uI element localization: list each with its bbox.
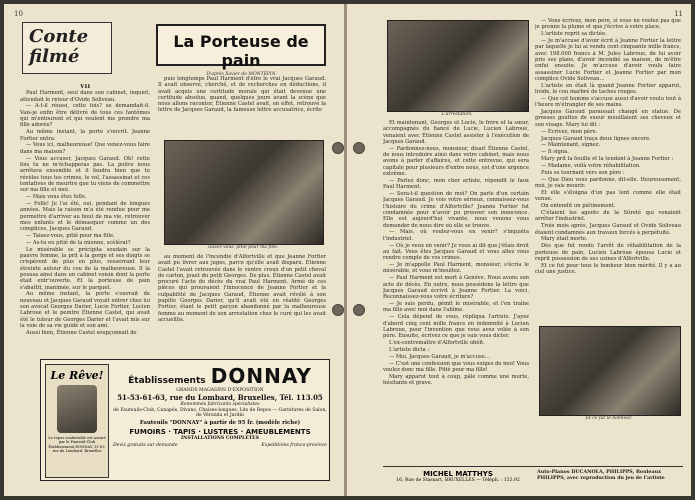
paragraph: — C'est une confession que vous exigez de moi! Vous voulez donc ma fille. Pitié pour ma fille!: [383, 360, 529, 373]
left-column-2-top: [158, 76, 326, 136]
photo-taisez-vous: [164, 140, 324, 245]
paragraph: — Maintenant, signez.: [541, 142, 600, 149]
paragraph: au moment de l'incendie d'Alfortville et que Jeanne Fortier avait pu livrer aux juges, parce qu'elle avait disparu. Étienne Castel l'avait retrouvée dans le ventre creux d'un petit cheval de carton, jouet du petit Georges. De plus, Étienne Castel avait procuré l'acte de décès du vrai Paul Harment. Armé de ces pièces qui prouvaient l'innocence de Jeanne Fortier et la culpabilité de Jacques Garaud, Étienne avait révélé à son pupille Georges Darier, qu'il avait été en réalité Georges Fortier, étant le petit garçon abandonné par la malheureuse femme au moment de son arrestation chez le curé qui les avait accueillis.: [158, 254, 326, 323]
reve-ad: [45, 364, 109, 478]
reve-text: Le repos confortable est assuré par le Fauteuil-Club Établissement DONNAY, 31-63, rue du Lombard, Bruxelles: [48, 436, 106, 454]
paragraph: On entendit un piétinement.: [541, 203, 616, 210]
paragraph: — Écrivez, mon père.: [541, 128, 598, 135]
footer-ad-pianos: Auto-Pianos DUCANOLA, PHILIPPS, Rouleaux PHILIPPS, avec reproduction du jeu de l'artiste: [537, 469, 665, 481]
paragraph: Mary était morte.: [541, 236, 588, 243]
paragraph: — Pardonnez-nous, monsieur, disait Étienne Castel, de nous introduire ainsi dans votre cabinet, mais nous avons à parler d'affaires, et cette entrevue, qui sera capitale pour plusieurs d'entre nous, est d'une urgence extrême.: [383, 145, 529, 177]
footer-left-addr: 16, Rue de Stassart, BRUXELLES — Téléph. : 153.92: [396, 478, 520, 483]
paragraph: — Il signa.: [541, 149, 569, 156]
chapter-number: VII: [79, 84, 91, 90]
ad-products: de Fauteuils-Club, Canapés, Divans, Chaises-longues, Lits de Repos — Garnitures de Salon, de Véranda et Jardin: [113, 407, 327, 419]
page-number: 10: [14, 10, 23, 18]
right-page: [347, 4, 691, 496]
paragraph: — Folle! Je l'ai été, oui, pendant de longues années. Mais la raison m'a été rendue pour me permettre d'arriver au bout de ma vie, retrouver mes enfants et le démasquer comme un des complices, Jacques Garaud.: [20, 200, 150, 233]
paragraph: — Je m'accuse d'avoir écrit à Jeanne Fortier la lettre par laquelle je lui ai vendu cent cinquante mille francs, avec 198.000 francs à M. Jules Labroue, de lui avoir pris ses plans, d'avoir incendié sa maison, de m'être enfui ensuite. Je m'accuse d'avoir voulu faire assassiner Lucie Fortier et Jeanne Fortier par mon complice Ovide Soliveau...: [535, 38, 681, 82]
photo-caption-top: L'arrestation.: [441, 112, 473, 117]
photo-caption-bottom: Et ce fut le bonheur.: [585, 416, 633, 421]
ad-price: Fauteuils "DONNAY" à partir de 95 fr. (modèle riche): [139, 419, 301, 426]
footer-left-name: MICHEL MATTHYS: [423, 470, 493, 478]
paragraph: L'artiste dicta :: [389, 346, 430, 353]
paragraph: L'artiste reprit sa dictée.: [541, 31, 607, 38]
ad-tagline: GRANDS MAGASINS D'EXPOSITION: [176, 388, 264, 393]
footer-divider: [383, 466, 683, 467]
paragraph: Dès que fut rendu l'arrêt de réhabilitation de la porteuse de pain, Lucien Labroue épousa Lucie et reprit possession de ses usines d'Alfortville.: [535, 243, 681, 262]
ad-brand: DONNAY: [210, 364, 312, 388]
ad-installs: INSTALLATIONS COMPLÈTES: [180, 436, 260, 442]
paragraph: — Vous ici, malheureuse! Que venez-vous faire dans ma maison?: [20, 142, 150, 155]
ad-expedition: Expéditions franco-province: [261, 443, 327, 449]
paragraph: — Taisez-vous, pitié pour ma fille.: [26, 232, 115, 239]
paragraph: C'étaient les agents de la Sûreté qui venaient arrêter l'industriel.: [535, 210, 681, 223]
paragraph: L'artiste en était là quand Jeanne Fortier apparut, livide, le cou marbré de taches rouges.: [535, 82, 681, 96]
paragraph: Jacques Garaud paraissait changé en statue. De grosses gouttes de sueur mouillaient ses cheveux et son visage. Mary lui dit :: [535, 109, 681, 128]
paragraph: — Que Dieu vous pardonne, dit-elle. Heureusement, moi, je vais mourir.: [535, 176, 681, 190]
reve-title: Le Rêve!: [50, 369, 104, 382]
paragraph: — Je suis perdu, gémit le misérable, et l'en traîne ma fille avec moi dans l'abîme.: [383, 301, 529, 314]
paragraph: — Vous écrivez, mon père, si vous ne voulez pas que je prenne la plume et que j'écrive à votre place.: [535, 18, 681, 31]
ad-establishments: Établissements: [128, 376, 206, 386]
ad-address: 51-53-61-63, rue du Lombard, Bruxelles, Tél. 113.05: [117, 393, 323, 403]
right-column-2: [535, 18, 681, 322]
paragraph: Et elle s'éloigna d'un pas lent comme elle était venue.: [535, 190, 681, 203]
paragraph: — A-t-il réussi, cette fois? se demandait-il. Vais-je enfin être délivré de tous ces fantômes qui m'entourent et qui veulent me prendre ma fille adorée?: [20, 103, 150, 129]
paragraph: Paul Harment, seul dans son cabinet, inquiet, attendait le retour d'Ovide Soliveau.: [20, 90, 150, 103]
paragraph: Et maintenant, Georges et Lucie, le frère et la sœur, accompagnés du fiancé de Lucie, Lucien Labroue, venaient avec Étienne Castel assister à l'exécution de Jacques Garaud.: [383, 120, 529, 145]
paragraph: — Mais, où voulez-vous en venir? s'inquiéta l'industriel.: [383, 229, 529, 242]
paragraph: Mary apparut tout à coup, pâle comme une morte, hésitante et grave.: [383, 373, 529, 387]
left-page: [4, 4, 344, 496]
left-column-2-bottom: [158, 254, 326, 352]
paragraph: — Où je veux en venir? Je vous ai dit que j'étais droit au fait. Vous êtes Jacques Garaud et vous allez vous rendre compte de vos crimes.: [383, 242, 529, 262]
binding-hole: [353, 142, 365, 154]
paragraph: Aussi bien, Étienne Castel soupçonnait de: [26, 329, 137, 336]
paragraph: — As-tu eu pitié de la mienne, scélérat?: [26, 239, 131, 246]
ad-categories: FUMOIRS · TAPIS · LUSTRES · AMEUBLEMENTS: [129, 428, 311, 437]
paragraph: Au même instant, la porte s'ouvrit. Jeanne Fortier entra.: [20, 129, 150, 142]
page-number: 11: [674, 10, 683, 18]
story-subtitle: D'après Xavier de MONTÉPIN: [206, 72, 276, 77]
photo-caption: Taisez-vous, pitié pour ma fille.: [207, 245, 279, 250]
paragraph: — Vous accuser, Jacques Garaud. Oh! cette fois tu ne m'échapperas pas. La police nous arrêtera ensemble et il faudra bien que tu révèles tous tes crimes, le vol, l'assassinat et ces tentatives de meurtre que tu viens de commettre sur ma fille et moi.: [20, 155, 150, 194]
paragraph: Mary prit la feuille et la tendant à Jeanne Fortier :: [541, 156, 674, 163]
paragraph: Trois mois après, Jacques Garaud et Ovide Soliveau étaient condamnés aux travaux forcés à perpétuité.: [535, 223, 681, 236]
paragraph: — Je m'appelle Paul Harment, monsieur, s'écria le misérable, et vous m'insultez.: [383, 262, 529, 275]
ad-devis: Devis gratuits sur demande: [113, 443, 178, 449]
paragraph: puis longtemps Paul Harment d'être le vrai Jacques Garaud. Il avait observé, cherché, et de recherches en déductions, il avait acquis une certitude morale qui était devenue une certitude absolue, quand, quelques jours avant la scène que nous allons raconter, Étienne Castel avait, en effet, retrouvé la lettre de Jacques Garaud, la fameuse lettre accusatrice, écrite: [158, 76, 326, 114]
paragraph: — Que cet homme s'accuse aussi d'avoir voulu tout à l'heure m'étrangler de ses mains.: [535, 95, 681, 109]
paragraph: — Paul Harment est mort à Genève. Nous avons son acte de décès. En outre, nous possédons la lettre que Jacques Garaud écrivit à Jeanne Fortier. La voici. Reconnaissez-vous votre écriture?: [383, 275, 529, 301]
paragraph: Et ce fut pour tous le bonheur bien mérité. Il y a au ciel une justice.: [535, 262, 681, 276]
right-column-1: [383, 120, 529, 465]
binding-hole: [332, 304, 344, 316]
footer-ad-matthys: [383, 470, 533, 483]
paragraph: — Cela dépend de vous, répliqua l'artiste. J'ayez d'abord cinq cent mille francs en indemnité à Lucien Labroue, pour l'invention que vous avez volée à son père. Ensuite, écrivez ce que je vais vous dicter.: [383, 314, 529, 340]
ad-renowned: Renommés fabricants spécialistes: [180, 402, 260, 408]
binding-hole: [353, 304, 365, 316]
story-title-box: [156, 24, 326, 77]
paragraph: — Mais vous êtes folle.: [26, 194, 87, 201]
story-title: La Porteuse de pain: [173, 32, 309, 70]
paragraph: Le misérable se précipita soudain sur la pauvre femme, la prit à la gorge et ses doigts se crispèrent de plus en plus, resserrant leur étreinte autour du cou de la malheureuse. Il la poussa ainsi dans un cabinet voisin dont la porte était entr'ouverte. Et la porteuse de pain s'abattit, inanimée, sur le parquet.: [20, 246, 150, 291]
photo-arrestation: [387, 20, 529, 112]
paragraph: Jacques Garaud traça deux lignes encore.: [541, 135, 651, 142]
left-column-1: [20, 84, 150, 352]
section-logo: Conte filmé: [22, 22, 112, 74]
paragraph: — Madame, voilà votre réhabilitation.: [541, 163, 641, 170]
paragraph: — Sera-t-il question de moi? On parle d'un certain Jacques Garaud. Je vois votre sérieux, connaissez-vous l'histoire du crime d'Alfortville? Jeanne Fortier fut condamnée pour n'avoir pu prouver son innocence. Elle est aujourd'hui vivante, nous venons vous demander de nous dire où elle se trouve.: [383, 191, 529, 229]
photo-bonheur: [539, 326, 681, 416]
binding-hole: [332, 142, 344, 154]
paragraph: Puis se tournant vers son père :: [541, 169, 625, 176]
paragraph: L'ex-contremaître d'Alfortville obéit.: [389, 340, 485, 347]
donnay-main: [113, 364, 327, 449]
armchair-illustration: [57, 385, 97, 433]
paragraph: — Moi, Jacques Garaud, je m'accuse...: [389, 353, 490, 360]
paragraph: — Parlez donc, mon cher artiste, répondit le faux Paul Harment.: [383, 177, 529, 191]
donnay-advertisement: [40, 359, 330, 481]
paragraph: Au même instant, la porte s'ouvrait de nouveau et Jacques Garaud voyait entrer chez lui son avocat Georges Darier, Lucie Fortier, Lucien Labroue et le peintre Étienne Castel, qui avait été le tuteur de Georges Darier et l'avait mis sur la voie de sa vie guidé et son ami.: [20, 291, 150, 329]
